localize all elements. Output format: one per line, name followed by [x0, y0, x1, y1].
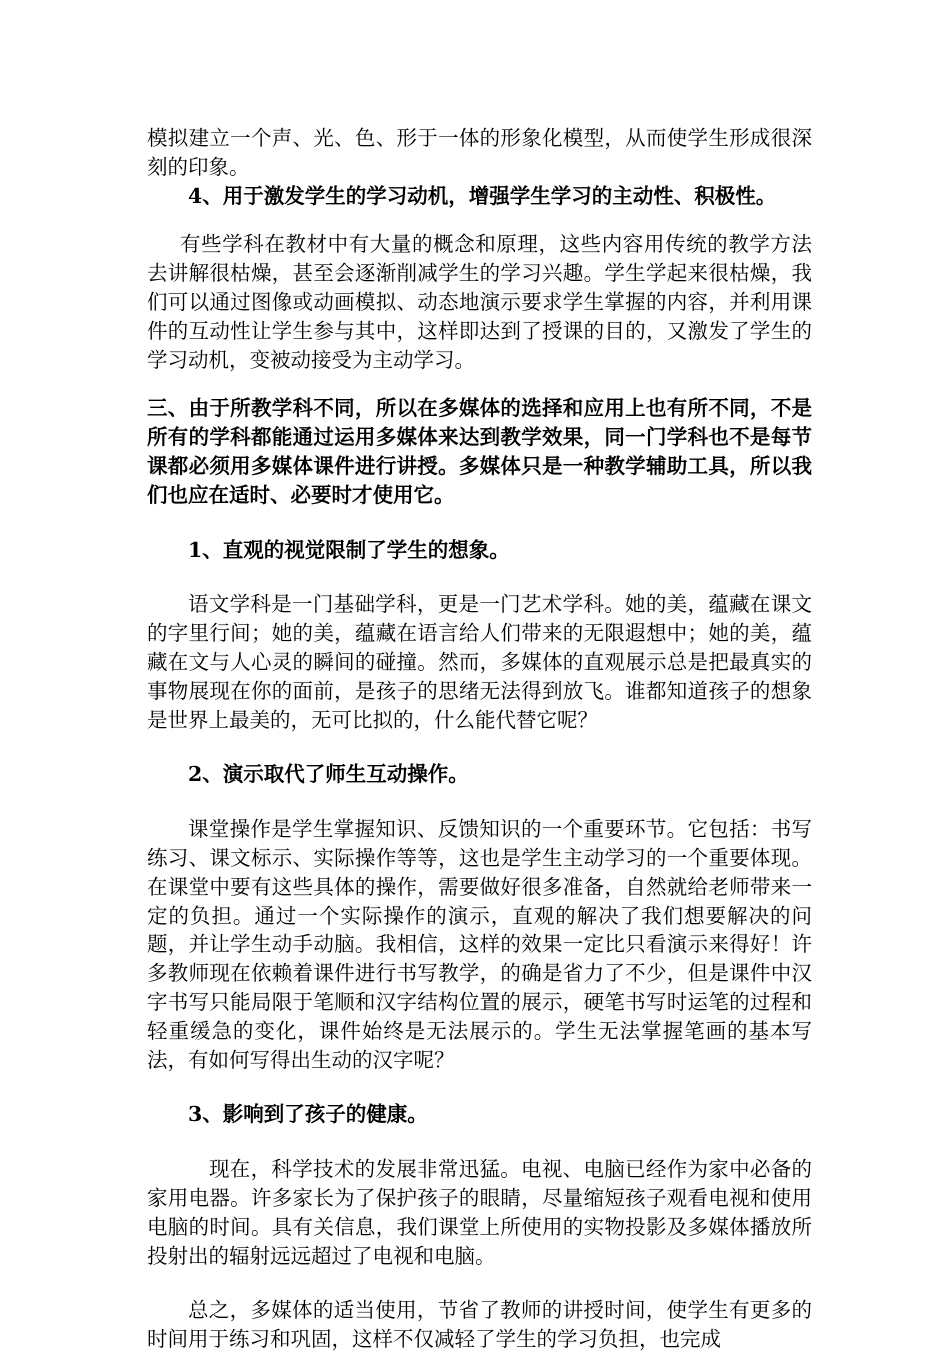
subheading-4: 4、用于激发学生的学习动机，增强学生学习的主动性、积极性。: [188, 183, 777, 208]
document-body: [147, 124, 812, 1354]
paragraph-continued: 模拟建立一个声、光、色、形于一体的形象化模型，从而使学生形成很深刻的印象。: [147, 126, 812, 179]
paragraph-motivation: 有些学科在教材中有大量的概念和原理，这些内容用传统的教学方法去讲解很枯燥，甚至会逐渐削减学生的学习兴趣。学生学起来很枯燥，我们可以通过图像或动画模拟、动态地演示要求学生掌握的内容，并利用课件的互动性让学生参与其中，这样即达到了授课的目的，又激发了学生的学习动机，变被动接受为主动学习。: [147, 232, 812, 372]
subheading-2: 2、演示取代了师生互动操作。: [188, 762, 469, 787]
paragraph-classroom-operation: 课堂操作是学生掌握知识、反馈知识的一个重要环节。它包括：书写练习、课文标示、实际操作等等，这也是学生主动学习的一个重要体现。在课堂中要有这些具体的操作，需要做好很多准备，自然就给老师带来一定的负担。通过一个实际操作的演示，直观的解决了我们想要解决的问题，并让学生动手动脑。我相信，这样的效果一定比只看演示来得好！许多教师现在依赖着课件进行书写教学，的确是省力了不少，但是课件中汉字书写只能局限于笔顺和汉字结构位置的展示，硬笔书写时运笔的过程和轻重缓急的变化，课件始终是无法展示的。学生无法掌握笔画的基本写法，有如何写得出生动的汉字呢？: [147, 817, 812, 1072]
subheading-1: 1、直观的视觉限制了学生的想象。: [188, 537, 510, 562]
paragraph-health: 现在，科学技术的发展非常迅猛。电视、电脑已经作为家中必备的家用电器。许多家长为了保护孩子的眼睛，尽量缩短孩子观看电视和使用电脑的时间。具有关信息，我们课堂上所使用的实物投影及多媒体播放所投射出的辐射远远超过了电视和电脑。: [147, 1157, 812, 1268]
paragraph-chinese-subject: 语文学科是一门基础学科，更是一门艺术学科。她的美，蕴藏在课文的字里行间；她的美，蕴藏在语言给人们带来的无限遐想中；她的美，蕴藏在文与人心灵的瞬间的碰撞。然而，多媒体的直观展示总是把最真实的事物展现在你的面前，是孩子的思绪无法得到放飞。谁都知道孩子的想象是世界上最美的，无可比拟的，什么能代替它呢？: [147, 592, 812, 732]
paragraph-conclusion: 总之，多媒体的适当使用，节省了教师的讲授时间，使学生有更多的时间用于练习和巩固，这样不仅减轻了学生的学习负担，也完成: [147, 1298, 812, 1352]
section-heading-3: 三、由于所教学科不同，所以在多媒体的选择和应用上也有所不同，不是所有的学科都能通过运用多媒体来达到教学效果，同一门学科也不是每节课都必须用多媒体课件进行讲授。多媒体只是一种教学辅助工具，所以我们也应在适时、必要时才使用它。: [147, 396, 812, 507]
subheading-3: 3、影响到了孩子的健康。: [188, 1102, 428, 1127]
